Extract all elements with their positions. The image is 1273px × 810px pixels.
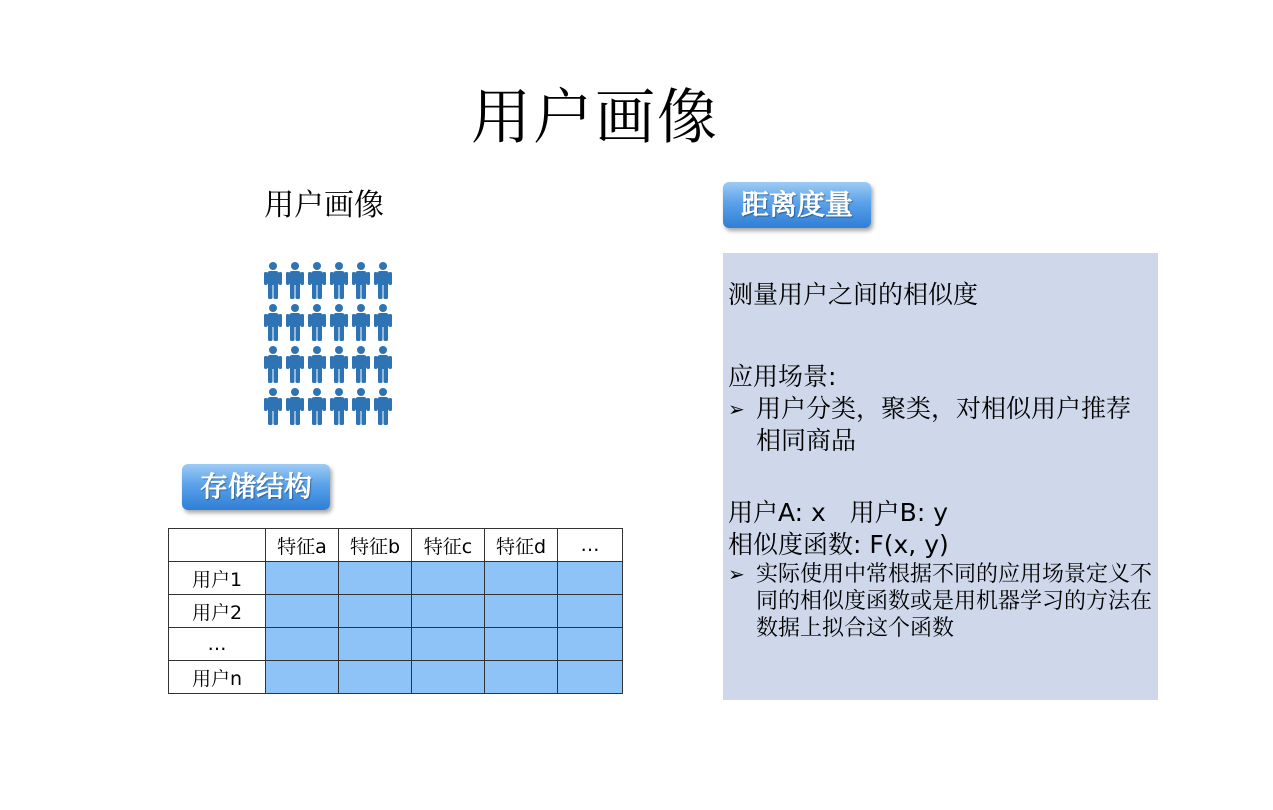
user-feature-table [168, 528, 623, 694]
person-icon [352, 346, 370, 383]
scenario-bullet [728, 393, 1152, 457]
person-icon [286, 346, 304, 383]
feature-cell [339, 595, 412, 628]
table-row [169, 661, 623, 694]
bullet-text: 实际使用中常根据不同的应用场景定义不同的相似度函数或是用机器学习的方法在数据上拟合这个函数 [756, 562, 1153, 641]
row-label: 用户1 [169, 562, 266, 595]
person-icon [374, 388, 392, 425]
feature-cell [558, 562, 623, 595]
person-icon [352, 388, 370, 425]
feature-cell [558, 628, 623, 661]
arrow-bullet-icon: ➢ [728, 397, 745, 421]
column-header: … [558, 529, 623, 562]
person-icon [330, 388, 348, 425]
person-icon [352, 304, 370, 341]
function-bullet [728, 561, 1152, 642]
feature-cell [412, 562, 485, 595]
feature-cell [412, 628, 485, 661]
column-header: 特征b [339, 529, 412, 562]
storage-structure-label: 存储结构 [182, 464, 330, 510]
feature-cell [558, 595, 623, 628]
person-icon [352, 262, 370, 299]
feature-cell [412, 595, 485, 628]
arrow-bullet-icon: ➢ [728, 562, 745, 586]
row-label: … [169, 628, 266, 661]
person-icon [308, 262, 326, 299]
table-corner-cell [169, 529, 266, 562]
person-icon [264, 388, 282, 425]
person-icon [330, 304, 348, 341]
column-header: 特征d [485, 529, 558, 562]
feature-cell [266, 661, 339, 694]
person-icon [264, 262, 282, 299]
person-icon [308, 346, 326, 383]
feature-cell [485, 661, 558, 694]
table-header-row [169, 529, 623, 562]
person-icon [330, 262, 348, 299]
table-row [169, 628, 623, 661]
feature-cell [339, 628, 412, 661]
person-icon [374, 262, 392, 299]
column-header: 特征a [266, 529, 339, 562]
person-icon [374, 346, 392, 383]
table-row [169, 595, 623, 628]
person-icon [264, 304, 282, 341]
bullet-text: 用户分类，聚类，对相似用户推荐相同商品 [756, 394, 1132, 455]
row-label: 用户n [169, 661, 266, 694]
row-label: 用户2 [169, 595, 266, 628]
users-line: 用户A: x 用户B: y [728, 498, 948, 527]
distance-metric-description [723, 253, 1158, 700]
column-header: 特征c [412, 529, 485, 562]
scenario-heading: 应用场景: [728, 362, 837, 391]
feature-cell [266, 628, 339, 661]
feature-cell [558, 661, 623, 694]
person-icon [286, 304, 304, 341]
page-title: 用户画像 [471, 83, 719, 153]
person-icon [308, 304, 326, 341]
person-icon [286, 388, 304, 425]
distance-metric-label: 距离度量 [723, 182, 871, 228]
feature-cell [339, 661, 412, 694]
person-icon [286, 262, 304, 299]
table-row [169, 562, 623, 595]
feature-cell [339, 562, 412, 595]
person-icon [264, 346, 282, 383]
function-line: 相似度函数: F(x, y) [728, 530, 949, 559]
feature-cell [485, 562, 558, 595]
feature-cell [485, 595, 558, 628]
user-crowd-illustration [262, 260, 394, 430]
person-icon [308, 388, 326, 425]
person-icon [330, 346, 348, 383]
intro-text: 测量用户之间的相似度 [728, 280, 979, 309]
user-profile-subtitle: 用户画像 [264, 188, 384, 223]
person-icon [374, 304, 392, 341]
feature-cell [266, 562, 339, 595]
feature-cell [412, 661, 485, 694]
feature-cell [485, 628, 558, 661]
feature-cell [266, 595, 339, 628]
